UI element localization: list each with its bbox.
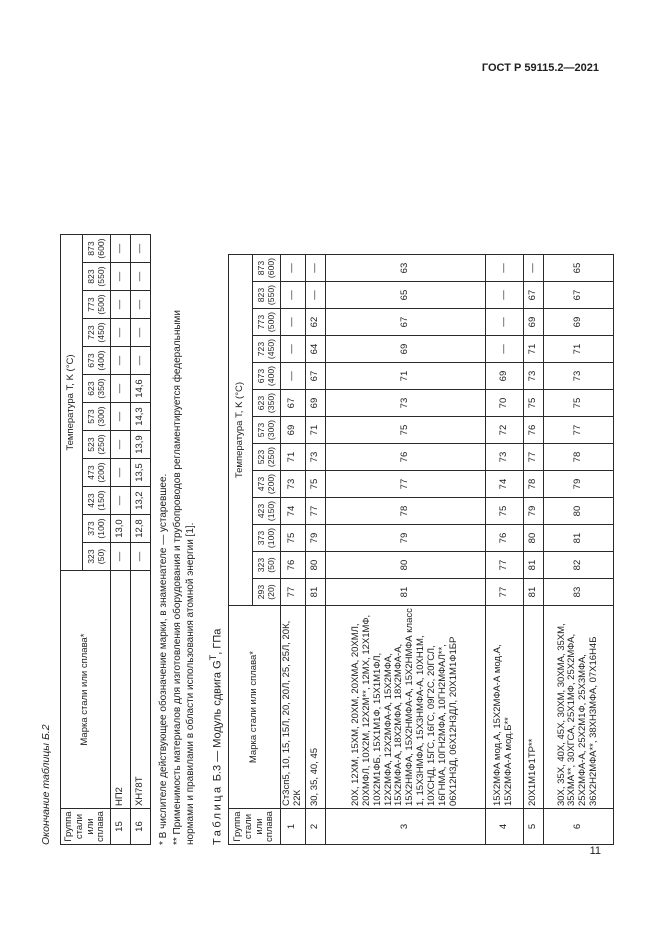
value-cell: 73 (325, 390, 485, 417)
value-cell: — (111, 459, 131, 487)
value-cell: 75 (485, 498, 523, 525)
value-cell: 71 (325, 363, 485, 390)
group-cell: 5 (523, 809, 543, 845)
table-b3-temp-header: Температура T, K (°C) (229, 255, 253, 606)
value-cell: 75 (543, 390, 613, 417)
table-b2-temp-col: 823 (550) (83, 263, 111, 291)
table-b2-temp-col: 623 (350) (83, 375, 111, 403)
standard-number: ГОСТ Р 59115.2—2021 (481, 62, 599, 74)
table-b3-temp-col: 423 (150) (253, 498, 281, 525)
value-cell: 80 (325, 552, 485, 579)
value-cell: 67 (305, 363, 325, 390)
value-cell: 65 (325, 282, 485, 309)
mark-cell: 15Х2МФА мод.А, 15Х2МФА-А мод.А, 15Х2МФА-А мод.Б** (485, 606, 523, 809)
value-cell: 12,8 (131, 515, 151, 543)
table-b2-temp-col: 873 (600) (83, 235, 111, 263)
value-cell: 75 (523, 390, 543, 417)
value-cell: 83 (543, 579, 613, 606)
value-cell: 77 (485, 552, 523, 579)
mark-cell: 30Х, 35Х, 40Х, 45Х, 30ХМ, 30ХМА, 35ХМ, 35ХМА**, 30ХГСА, 25Х1МФ, 25Х2МФА, 25Х2МФА-А, 25Х2М1Ф, 25Х3МФА, 36Х2Н2МФА**, 38ХН3МФА, 07Х16Н4Б (543, 606, 613, 809)
value-cell: 67 (281, 390, 306, 417)
value-cell: 79 (523, 498, 543, 525)
table-b3-temp-col: 673 (400) (253, 363, 281, 390)
value-cell: 75 (325, 417, 485, 444)
value-cell: 80 (543, 498, 613, 525)
table-b2-temp-col: 673 (400) (83, 347, 111, 375)
table-row (111, 235, 131, 845)
value-cell: — (281, 255, 306, 282)
footnote-2: ** Применимость материалов для изготовления оборудования и трубопроводов регламентируется федеральными нормами и правилами в области использования атомной энергии [1]. (171, 309, 196, 845)
value-cell: 70 (485, 390, 523, 417)
value-cell: — (485, 336, 523, 363)
value-cell: 65 (543, 255, 613, 282)
value-cell: 78 (543, 444, 613, 471)
value-cell: 67 (523, 282, 543, 309)
table-b3-caption-unit: , ГПа (211, 628, 224, 655)
footnote-1: * В числителе действующее обозначение марки, в знаменателе — устаревшее. (158, 473, 169, 845)
table-b3-caption (208, 629, 224, 845)
value-cell: 73 (281, 471, 306, 498)
value-cell: 77 (523, 444, 543, 471)
table-row (281, 255, 306, 845)
value-cell: — (111, 375, 131, 403)
value-cell: — (111, 263, 131, 291)
value-cell: 73 (543, 363, 613, 390)
table-b2-temp-col: 373 (100) (83, 515, 111, 543)
mark-cell: НП2 (111, 571, 131, 809)
mark-cell: ХН78Т (131, 571, 151, 809)
value-cell: 79 (305, 525, 325, 552)
table-b3-temp-col: 623 (350) (253, 390, 281, 417)
value-cell: 74 (485, 471, 523, 498)
table-row (305, 255, 325, 845)
table-b2-mark-header: Марка стали или сплава* (61, 571, 111, 809)
table-row (131, 235, 151, 845)
value-cell: — (281, 309, 306, 336)
value-cell: — (111, 319, 131, 347)
value-cell: 13,9 (131, 431, 151, 459)
group-cell: 4 (485, 809, 523, 845)
value-cell: 76 (325, 444, 485, 471)
table-b3-temp-col: 873 (600) (253, 255, 281, 282)
mark-cell: 20Х1М1Ф1ТР** (523, 606, 543, 809)
group-cell: 6 (543, 809, 613, 845)
value-cell: 77 (305, 498, 325, 525)
value-cell: 81 (543, 525, 613, 552)
value-cell: 80 (523, 525, 543, 552)
table-b2-temp-col: 323 (50) (83, 543, 111, 571)
rotated-content (40, 85, 615, 845)
value-cell: 72 (485, 417, 523, 444)
value-cell: 79 (543, 471, 613, 498)
value-cell: 63 (325, 255, 485, 282)
value-cell: 69 (281, 417, 306, 444)
table-b3-caption-sup: T (208, 654, 218, 661)
mark-cell: 30, 35, 40, 45 (305, 606, 325, 809)
value-cell: 76 (523, 417, 543, 444)
value-cell: 69 (325, 336, 485, 363)
value-cell: — (485, 309, 523, 336)
value-cell: — (281, 336, 306, 363)
table-b2-temp-col: 523 (250) (83, 431, 111, 459)
value-cell: 71 (543, 336, 613, 363)
table-b3-group-header: Группа стали или сплава (229, 809, 281, 845)
table-b2-temp-col: 573 (300) (83, 403, 111, 431)
value-cell: — (111, 431, 131, 459)
value-cell: 77 (543, 417, 613, 444)
table-b3-caption-title: Б.3 — Модуль сдвига G (211, 660, 224, 785)
value-cell: — (281, 363, 306, 390)
value-cell: 76 (281, 552, 306, 579)
group-cell: 1 (281, 809, 306, 845)
table-row (523, 255, 543, 845)
table-b3-caption-prefix: Таблица (211, 784, 224, 845)
value-cell: 14,3 (131, 403, 151, 431)
value-cell: 73 (305, 444, 325, 471)
value-cell: 71 (523, 336, 543, 363)
table-b3-temp-col: 723 (450) (253, 336, 281, 363)
group-cell: 15 (111, 809, 131, 845)
table-b2-temp-col: 773 (500) (83, 291, 111, 319)
table-b3-temp-col: 323 (50) (253, 552, 281, 579)
group-cell: 16 (131, 809, 151, 845)
value-cell: 82 (543, 552, 613, 579)
table-b3-temp-col: 293 (20) (253, 579, 281, 606)
table-b3-temp-col: 823 (550) (253, 282, 281, 309)
value-cell: — (111, 543, 131, 571)
page-number: 11 (589, 845, 601, 857)
value-cell: — (111, 487, 131, 515)
value-cell: — (131, 235, 151, 263)
value-cell: 81 (305, 579, 325, 606)
table-b2-group-header: Группа стали или сплава (61, 809, 111, 845)
value-cell: — (111, 291, 131, 319)
table-row (543, 255, 613, 845)
value-cell: 75 (305, 471, 325, 498)
value-cell: 77 (325, 471, 485, 498)
value-cell: 77 (281, 579, 306, 606)
value-cell: 73 (523, 363, 543, 390)
value-cell: 73 (485, 444, 523, 471)
table-b3-mark-header: Марка стали или сплава* (229, 606, 281, 809)
value-cell: 77 (485, 579, 523, 606)
group-cell: 3 (325, 809, 485, 845)
value-cell: — (131, 263, 151, 291)
value-cell: — (131, 543, 151, 571)
mark-cell: 20Х, 12ХМ, 15ХМ, 20ХМ, 20ХМА, 20ХМЛ, 20ХМФЛ, 10Х2М, 12Х2М**, 12МХ, 12Х1МФ, 10Х2М1ФБ, 15Х1М1Ф, 15Х1М1ФЛ, 12Х2МФА, 12Х2МФА-А, 15Х2МФА, 15Х2МФА-А, 18Х2МФА, 18Х2МФА-А, 15Х2НМФА, 15Х2НМФА-А, 15Х2НМФА класс 1, 15Х3НМФА, 15Х3НМФА-А, 10ХН1М, 10ХСНД, 15ГС, 16ГС, 09Г2С, 20ГСЛ, 16ГНМА, 10ГН2МФА, 10ГН2МФАЛ**, 06Х12Н3Д, 06Х12Н3ДЛ, 20Х1М1Ф1БР (325, 606, 485, 809)
value-cell: 13,0 (111, 515, 131, 543)
table-b3-temp-col: 523 (250) (253, 444, 281, 471)
value-cell: 71 (281, 444, 306, 471)
table-b2-temp-col: 423 (150) (83, 487, 111, 515)
table-b3-temp-col: 773 (500) (253, 309, 281, 336)
value-cell: 69 (543, 309, 613, 336)
value-cell: — (111, 403, 131, 431)
mark-cell: Ст3сп5, 10, 15, 15Л, 20, 20Л, 25, 25Л, 20К, 22К (281, 606, 306, 809)
table-b2-temp-col: 473 (200) (83, 459, 111, 487)
value-cell: — (485, 255, 523, 282)
value-cell: 81 (523, 552, 543, 579)
value-cell: 69 (305, 390, 325, 417)
value-cell: 67 (543, 282, 613, 309)
value-cell: 81 (325, 579, 485, 606)
value-cell: — (131, 319, 151, 347)
value-cell: 79 (325, 525, 485, 552)
table-b3-temp-col: 373 (100) (253, 525, 281, 552)
table-b3-temp-col: 573 (300) (253, 417, 281, 444)
value-cell: 69 (523, 309, 543, 336)
table-row (485, 255, 523, 845)
value-cell: 78 (523, 471, 543, 498)
table-b3-temp-col: 473 (200) (253, 471, 281, 498)
value-cell: 80 (305, 552, 325, 579)
value-cell: 62 (305, 309, 325, 336)
value-cell: 13,2 (131, 487, 151, 515)
value-cell: — (305, 282, 325, 309)
table-b2-temp-header: Температура T, K (°C) (61, 235, 83, 571)
table-b2-footnotes (157, 285, 198, 845)
value-cell: 69 (485, 363, 523, 390)
value-cell: — (523, 255, 543, 282)
value-cell: 74 (281, 498, 306, 525)
value-cell: 75 (281, 525, 306, 552)
table-b3 (228, 254, 614, 845)
value-cell: 81 (523, 579, 543, 606)
table-b2 (60, 234, 151, 845)
value-cell: 78 (325, 498, 485, 525)
value-cell: — (305, 255, 325, 282)
value-cell: 71 (305, 417, 325, 444)
value-cell: 64 (305, 336, 325, 363)
value-cell: — (281, 282, 306, 309)
table-b2-continuation-caption: Окончание таблицы Б.2 (40, 724, 52, 845)
group-cell: 2 (305, 809, 325, 845)
value-cell: — (485, 282, 523, 309)
value-cell: 67 (325, 309, 485, 336)
value-cell: 76 (485, 525, 523, 552)
table-b2-temp-col: 723 (450) (83, 319, 111, 347)
value-cell: — (131, 347, 151, 375)
value-cell: 14,6 (131, 375, 151, 403)
value-cell: — (111, 347, 131, 375)
value-cell: — (131, 291, 151, 319)
table-row (325, 255, 485, 845)
value-cell: 13,5 (131, 459, 151, 487)
value-cell: — (111, 235, 131, 263)
